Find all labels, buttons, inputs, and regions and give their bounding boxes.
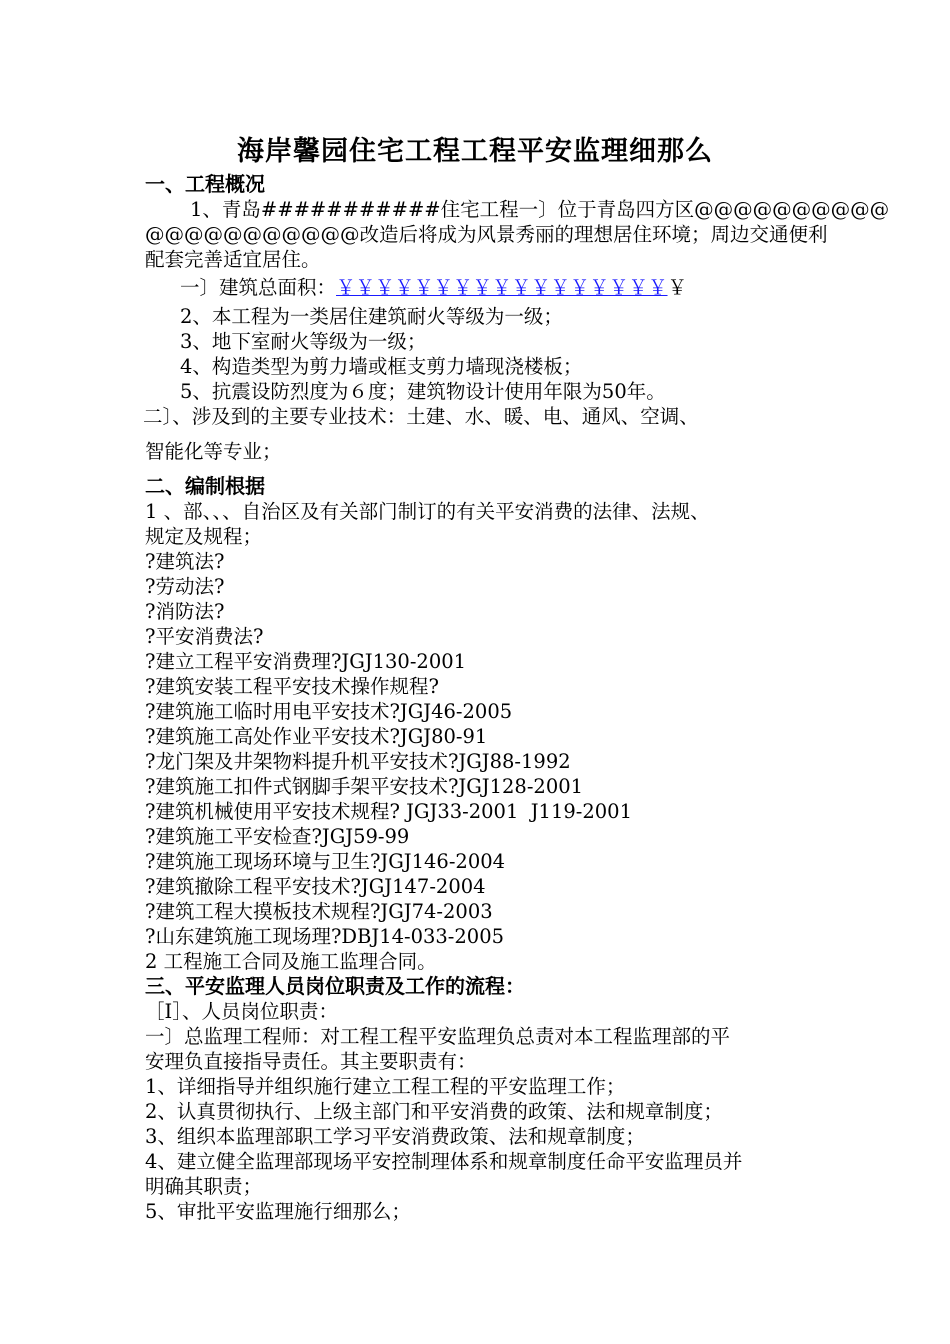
law-item: ?建筑施工临时用电平安技术?JGJ46-2005 [145, 700, 513, 723]
law-item: ?建筑法? [145, 550, 225, 573]
law-item: ?建立工程平安消费理?JGJ130-2001 [145, 650, 467, 673]
paragraph-line: @@@@@@@@@@@改造后将成为风景秀丽的理想居住环境；周边交通便利 [145, 223, 828, 246]
area-line [145, 272, 845, 304]
section-heading: 一、工程概况 [145, 172, 265, 196]
subsection-heading: ［Ⅰ］、人员岗位职责： [145, 1000, 338, 1023]
duty-item: 3、组织本监理部职工学习平安消费政策、法和规章制度； [145, 1125, 645, 1148]
duty-item: 4、建立健全监理部现场平安控制理体系和规章制度任命平安监理员并 [145, 1150, 743, 1173]
paragraph-line: 配套完善适宜居住。 [145, 248, 321, 271]
list-item: 2、本工程为一类居住建筑耐火等级为一级； [180, 305, 563, 328]
paragraph-line: 一〕总监理工程师：对工程工程平安监理负总责对本工程监理部的平 [145, 1025, 731, 1048]
paragraph-line: 1、青岛###########住宅工程一〕位于青岛四方区@@@@@@@@@@ [190, 198, 890, 221]
law-item: ?建筑工程大摸板技术规程?JGJ74-2003 [145, 900, 493, 923]
law-item: ?建筑施工现场环境与卫生?JGJ146-2004 [145, 850, 506, 873]
section-heading: 三、平安监理人员岗位职责及工作的流程： [145, 974, 525, 998]
law-item: ?龙门架及井架物料提升机平安技术?JGJ88-1992 [145, 750, 571, 773]
duty-item: 2、认真贯彻执行、上级主部门和平安消费的政策、法和规章制度； [145, 1100, 723, 1123]
law-item: ?山东建筑施工现场理?DBJ14-033-2005 [145, 925, 505, 948]
list-item: 3、地下室耐火等级为一级； [180, 330, 427, 353]
paragraph-line: 安理负直接指导责任。其主要职责有： [145, 1050, 477, 1073]
paragraph-line: 规定及规程； [145, 525, 263, 548]
document-body [143, 172, 890, 1224]
paragraph-line: 2 工程施工合同及施工监理合同。 [145, 950, 437, 973]
law-item: ?建筑安装工程平安技术操作规程? [145, 675, 439, 698]
law-item: ?劳动法? [145, 575, 225, 598]
paragraph-line: 1 、部、、、自治区及有关部门制订的有关平安消费的法律、法规、 [145, 500, 710, 523]
law-item: ?建筑撤除工程平安技术?JGJ147-2004 [145, 875, 486, 898]
law-item: ?建筑施工扣件式钢脚手架平安技术?JGJ128-2001 [145, 775, 584, 798]
duty-item: 明确其职责； [145, 1175, 263, 1198]
law-item: ?建筑施工高处作业平安技术?JGJ80-91 [145, 725, 488, 748]
law-item: ?建筑施工平安检查?JGJ59-99 [145, 825, 410, 848]
area-label: 一〕建筑总面积： [180, 276, 337, 299]
law-item: ?建筑机械使用平安技术规程? JGJ33-2001 J119-2001 [145, 800, 632, 823]
list-item: 4、构造类型为剪力墙或框支剪力墙现浇楼板； [180, 355, 583, 378]
paragraph-line: 二〕、涉及到的主要专业技术：土建、水、暖、电、通风、空调、 [143, 405, 699, 428]
paragraph-line: 智能化等专业； [145, 440, 282, 463]
section-heading: 二、编制根据 [145, 474, 265, 498]
list-item: 5、抗震设防烈度为６度；建筑物设计使用年限为50年。 [180, 380, 666, 403]
law-item: ?消防法? [145, 600, 225, 623]
duty-item: 1、详细指导并组织施行建立工程工程的平安监理工作； [145, 1075, 626, 1098]
duty-item: 5、审批平安监理施行细那么； [145, 1200, 411, 1223]
document-title: 海岸馨园住宅工程工程平安监理细那么 [237, 136, 713, 167]
area-tail: ￥ [667, 276, 688, 299]
law-item: ?平安消费法? [145, 625, 264, 648]
area-value-link[interactable]: ￥￥￥￥￥￥￥￥￥￥￥￥￥￥￥￥￥ [336, 276, 668, 299]
